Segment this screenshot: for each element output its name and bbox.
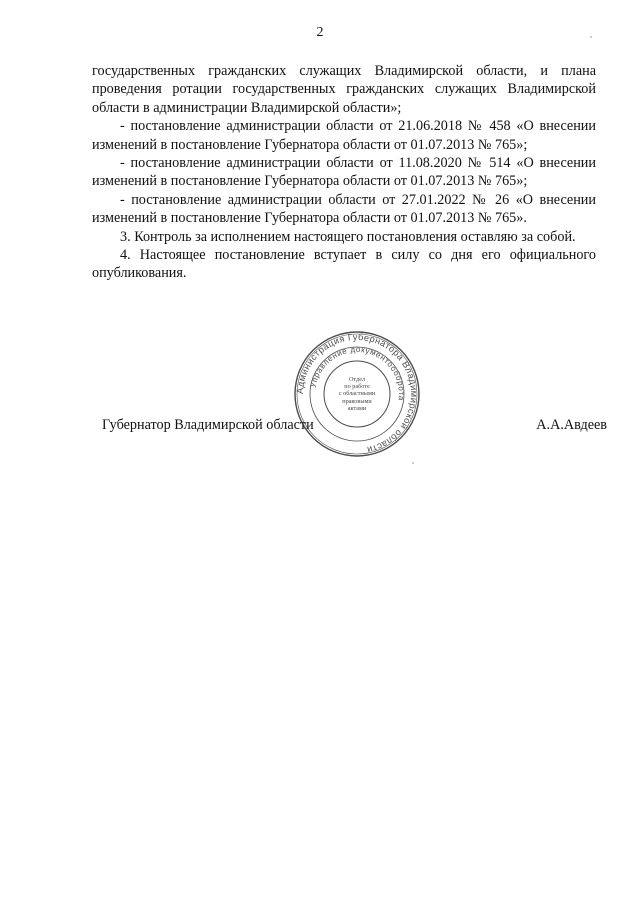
clause-4-effective-date: 4. Настоящее постановление вступает в силу со дня его официального опубликования. bbox=[92, 247, 596, 282]
seal-center-text: Отдел по работе с областными правовыми актами bbox=[338, 375, 376, 412]
list-item-decree-2022: - постановление администрации области от 27.01.2022 № 26 «О внесении изменений в постановление Губернатора области от 01.07.2013 № 765». bbox=[92, 191, 596, 227]
seal-inner-text: Управление документооборота bbox=[308, 344, 407, 402]
official-seal-stamp bbox=[293, 330, 421, 458]
clause-3-control: 3. Контроль за исполнением настоящего постановления оставляю за собой. bbox=[120, 228, 576, 245]
list-item-decree-2018: - постановление администрации области от 21.06.2018 № 458 «О внесении изменений в постановление Губернатора области от 01.07.2013 № 765»; bbox=[92, 118, 596, 153]
paragraph-continuation: государственных гражданских служащих Владимирской области, и плана проведения ротации государственных гражданских служащих Владимирской области в администрации Владимирской области»; bbox=[92, 63, 596, 116]
signatory-position: Губернатор Владимирской области bbox=[102, 417, 314, 433]
seal-outer-text: Администрация Губернатора Владимирской области bbox=[294, 331, 420, 456]
scan-artifact bbox=[412, 462, 414, 464]
list-item-decree-2020: - постановление администрации области от 11.08.2020 № 514 «О внесении изменений в постановление Губернатора области от 01.07.2013 № 765»; bbox=[92, 155, 596, 190]
signatory-name: А.А.Авдеев bbox=[536, 417, 607, 433]
scan-artifact bbox=[590, 36, 592, 38]
document-body bbox=[92, 62, 596, 283]
page-number: 2 bbox=[316, 25, 324, 40]
